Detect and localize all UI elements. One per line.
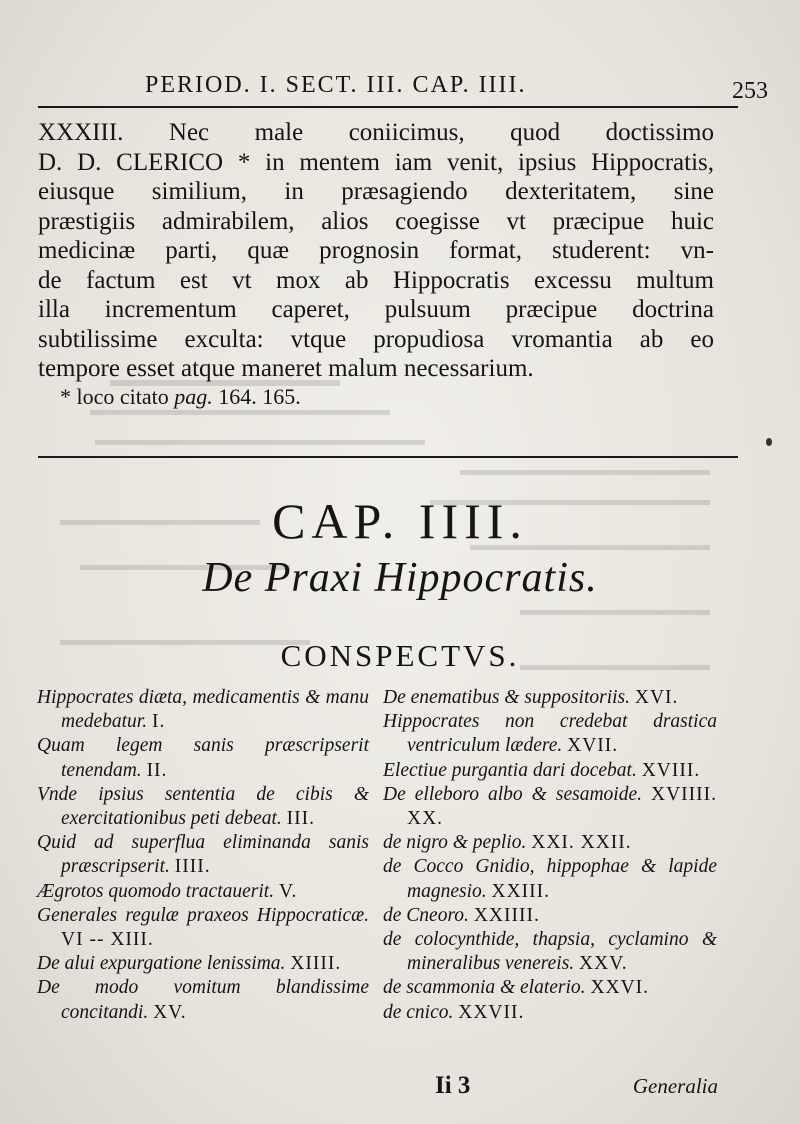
entry-text: De enematibus & suppositoriis.: [383, 687, 630, 708]
entry-ref: XVIIII. XX.: [407, 783, 718, 830]
entry-text: Generales regulæ praxeos Hippocraticæ.: [37, 904, 369, 926]
running-title: PERIOD. I. SECT. III. CAP. IIII.: [145, 72, 527, 98]
entry-text: Hippocrates diæta, medicamentis & manu medebatur.: [37, 687, 369, 733]
entry-ref: XXI. XXII.: [531, 832, 632, 854]
catchword: Generalia: [632, 1074, 718, 1098]
entry-text: de Cneoro.: [383, 904, 469, 926]
entry-ref: XVII.: [567, 735, 619, 757]
paragraph-line: D. D. CLERICO * in mentem iam venit, ipsius Hippocratis,: [38, 148, 714, 176]
entry-text: De modo vomitum blandissime concitandi.: [37, 977, 369, 1023]
entry-text: de Cocco Gnidio, hippophae & lapide magnesio.: [383, 856, 717, 902]
entry-ref: XIIII.: [290, 953, 342, 975]
paragraph-line: eiusque similium, in præsagiendo dexteritatem, sine: [38, 178, 714, 205]
entry-text: Electiue purgantia dari docebat.: [383, 759, 637, 781]
paragraph-line: præstigiis admirabilem, alios coegisse vt præcipue huic: [38, 207, 714, 235]
running-head: [40, 70, 770, 104]
header-rule: [38, 106, 738, 108]
signature-mark: Ii 3: [435, 1072, 471, 1099]
paragraph-line: illa incrementum caperet, pulsuum præcipue doctrina: [38, 296, 714, 323]
entry-ref: XXVI.: [590, 977, 650, 999]
entry-ref: I.: [152, 711, 166, 733]
conspectus-right-column: [383, 686, 717, 1025]
ink-spot: [766, 438, 772, 446]
conspectus-entry: [383, 855, 717, 903]
entry-ref: XVIII.: [641, 759, 701, 781]
conspectus-entry: [37, 783, 369, 831]
entry-ref: XV.: [153, 1001, 187, 1023]
entry-text: de colocynthide, thapsia, cyclamino & mineralibus venereis.: [383, 929, 717, 975]
conspectus-entry: [37, 880, 369, 904]
entry-text: Ægrotos quomodo tractauerit.: [37, 880, 275, 902]
entry-ref: VI -- XIII.: [61, 929, 154, 951]
entry-text: Vnde ipsius sententia de cibis & exercitationibus peti debeat.: [37, 783, 369, 830]
entry-ref: XXVII.: [458, 1001, 525, 1023]
conspectus-entry: [383, 783, 717, 831]
entry-ref: IIII.: [174, 856, 211, 878]
conspectus-entry: [37, 734, 369, 782]
entry-ref: II.: [146, 759, 168, 781]
conspectus-entry: [37, 831, 369, 879]
conspectus-entry: [37, 952, 369, 976]
conspectus-entry: [383, 686, 717, 710]
entry-text: Hippocrates non credebat drastica ventriculum lædere.: [383, 711, 717, 757]
conspectus-left-column: [37, 686, 369, 1025]
entry-text: Quam legem sanis præscripserit tenendam.: [37, 735, 369, 781]
entry-text: de cnico.: [383, 1001, 454, 1023]
conspectus-title: CONSPECTVS.: [280, 638, 520, 673]
conspectus-entry: [383, 710, 717, 758]
chapter-heading: CAP. IIII.: [272, 493, 528, 549]
paragraph-line: XXXIII. Nec male coniicimus, quod doctissimo: [38, 119, 714, 146]
entry-ref: XXV.: [579, 953, 628, 975]
entry-text: De elleboro albo & sesamoide.: [383, 783, 642, 805]
conspectus-entry: [37, 686, 369, 734]
page-number: 253: [732, 78, 768, 104]
entry-text: Quid ad superflua eliminanda sanis præscripserit.: [37, 832, 369, 878]
entry-ref: XXIII.: [491, 880, 551, 902]
conspectus-entry: [383, 928, 717, 976]
paragraph-line: tempore esset atque maneret malum necessarium.: [38, 355, 534, 382]
paragraph-line: subtilissime exculta: vtque propudiosa vromantia ab eo: [38, 325, 714, 353]
footnote-prefix: * loco citato: [60, 384, 175, 409]
chapter-subtitle: De Praxi Hippocratis.: [202, 555, 598, 601]
conspectus-entry: [37, 904, 369, 952]
conspectus-entry: [37, 976, 369, 1024]
entry-ref: III.: [286, 808, 315, 830]
conspectus-entry: [383, 759, 717, 783]
paragraph-xxxiii: [38, 118, 714, 384]
entry-text: de scammonia & elaterio.: [383, 977, 586, 999]
conspectus-entry: [383, 1001, 717, 1025]
paragraph-line: de factum est vt mox ab Hippocratis excessu multum: [38, 266, 714, 294]
footnote: [60, 384, 301, 410]
section-rule: [38, 456, 738, 458]
conspectus-entry: [383, 831, 717, 855]
entry-text: de nigro & peplio.: [383, 832, 527, 854]
entry-ref: XXIIII.: [473, 904, 540, 926]
entry-ref: XVI.: [634, 687, 679, 708]
entry-text: De alui expurgatione lenissima.: [37, 953, 286, 975]
conspectus-entry: [383, 904, 717, 928]
conspectus-entry: [383, 976, 717, 1000]
footnote-pages: 164. 165.: [212, 384, 301, 409]
paragraph-line: medicinæ parti, quæ prognosin format, studerent: vn-: [38, 237, 714, 264]
footnote-page-abbrev: pag.: [174, 384, 213, 409]
entry-ref: V.: [278, 880, 298, 902]
